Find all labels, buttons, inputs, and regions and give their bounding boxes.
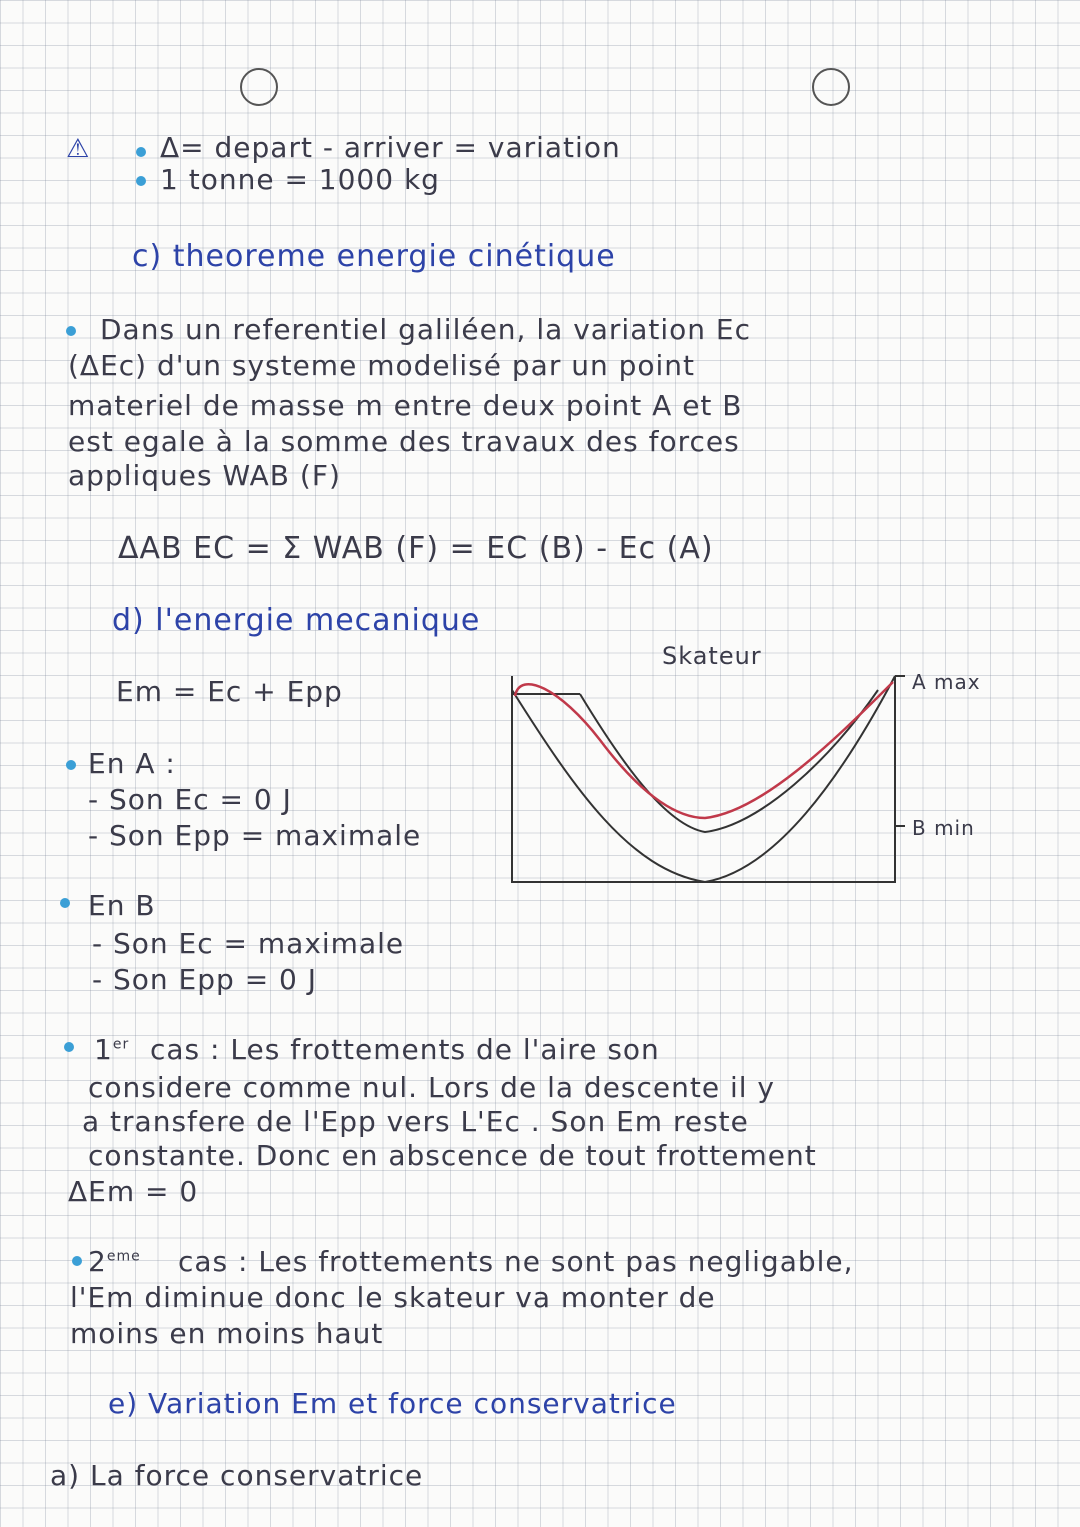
case1-sup: er <box>112 1036 130 1053</box>
case1-line: considere comme nul. Lors de la descente il y <box>88 1071 776 1104</box>
track-red <box>515 682 893 818</box>
paragraph-line: materiel de masse m entre deux point A et B <box>68 389 743 422</box>
case2-sup: eme <box>106 1248 141 1265</box>
a-epp-line: - Son Epp = maximale <box>88 819 422 852</box>
paragraph-line: est egale à la somme des travaux des forces <box>68 425 740 458</box>
a-ec-line: - Son Ec = 0 J <box>88 783 292 816</box>
em-formula: Em = Ec + Epp <box>116 675 343 708</box>
paragraph-line: appliques WAB (F) <box>68 459 341 492</box>
theorem-formula: ΔAB EC = Σ WAB (F) = EC (B) - Ec (A) <box>118 531 714 566</box>
case2-number <box>88 1245 141 1278</box>
case1-line: cas : Les frottements de l'aire son <box>150 1033 660 1066</box>
case1-line: ΔEm = 0 <box>68 1175 199 1208</box>
warning-icon: ⚠ <box>66 134 91 164</box>
b-epp-line: - Son Epp = 0 J <box>92 963 318 996</box>
diagram-title: Skateur <box>662 642 762 670</box>
bullet-icon <box>66 760 76 770</box>
case2-line: moins en moins haut <box>70 1317 384 1350</box>
case2-line: cas : Les frottements ne sont pas negligable, <box>178 1245 854 1278</box>
case1-line: a transfere de l'Epp vers L'Ec . Son Em reste <box>82 1105 749 1138</box>
case2-line: l'Em diminue donc le skateur va monter de <box>70 1281 716 1314</box>
label-b-min: B min <box>912 816 975 840</box>
case1-num: 1 <box>94 1033 113 1066</box>
heading-theoreme: c) theoreme energie cinétique <box>132 239 616 274</box>
label-a-max: A max <box>912 670 981 694</box>
en-a-label: En A : <box>88 747 176 780</box>
tonne-conversion: 1 tonne = 1000 kg <box>160 163 440 196</box>
bullet-icon <box>64 1042 74 1052</box>
b-ec-line: - Son Ec = maximale <box>92 927 405 960</box>
case2-num: 2 <box>88 1245 107 1278</box>
paragraph-line: Dans un referentiel galiléen, la variation Ec <box>100 313 751 346</box>
en-b-label: En B <box>88 889 156 922</box>
heading-energie-mecanique: d) l'energie mecanique <box>112 603 481 638</box>
bullet-icon <box>60 898 70 908</box>
bullet-icon <box>72 1256 82 1266</box>
heading-force-conservatrice: a) La force conservatrice <box>50 1459 424 1492</box>
case1-number <box>94 1033 130 1066</box>
paragraph-line: (ΔEc) d'un systeme modelisé par un point <box>68 349 696 382</box>
delta-definition: Δ= depart - arriver = variation <box>160 131 621 164</box>
case1-line: constante. Donc en abscence de tout frottement <box>88 1139 817 1172</box>
heading-variation-em: e) Variation Em et force conservatrice <box>108 1387 677 1420</box>
